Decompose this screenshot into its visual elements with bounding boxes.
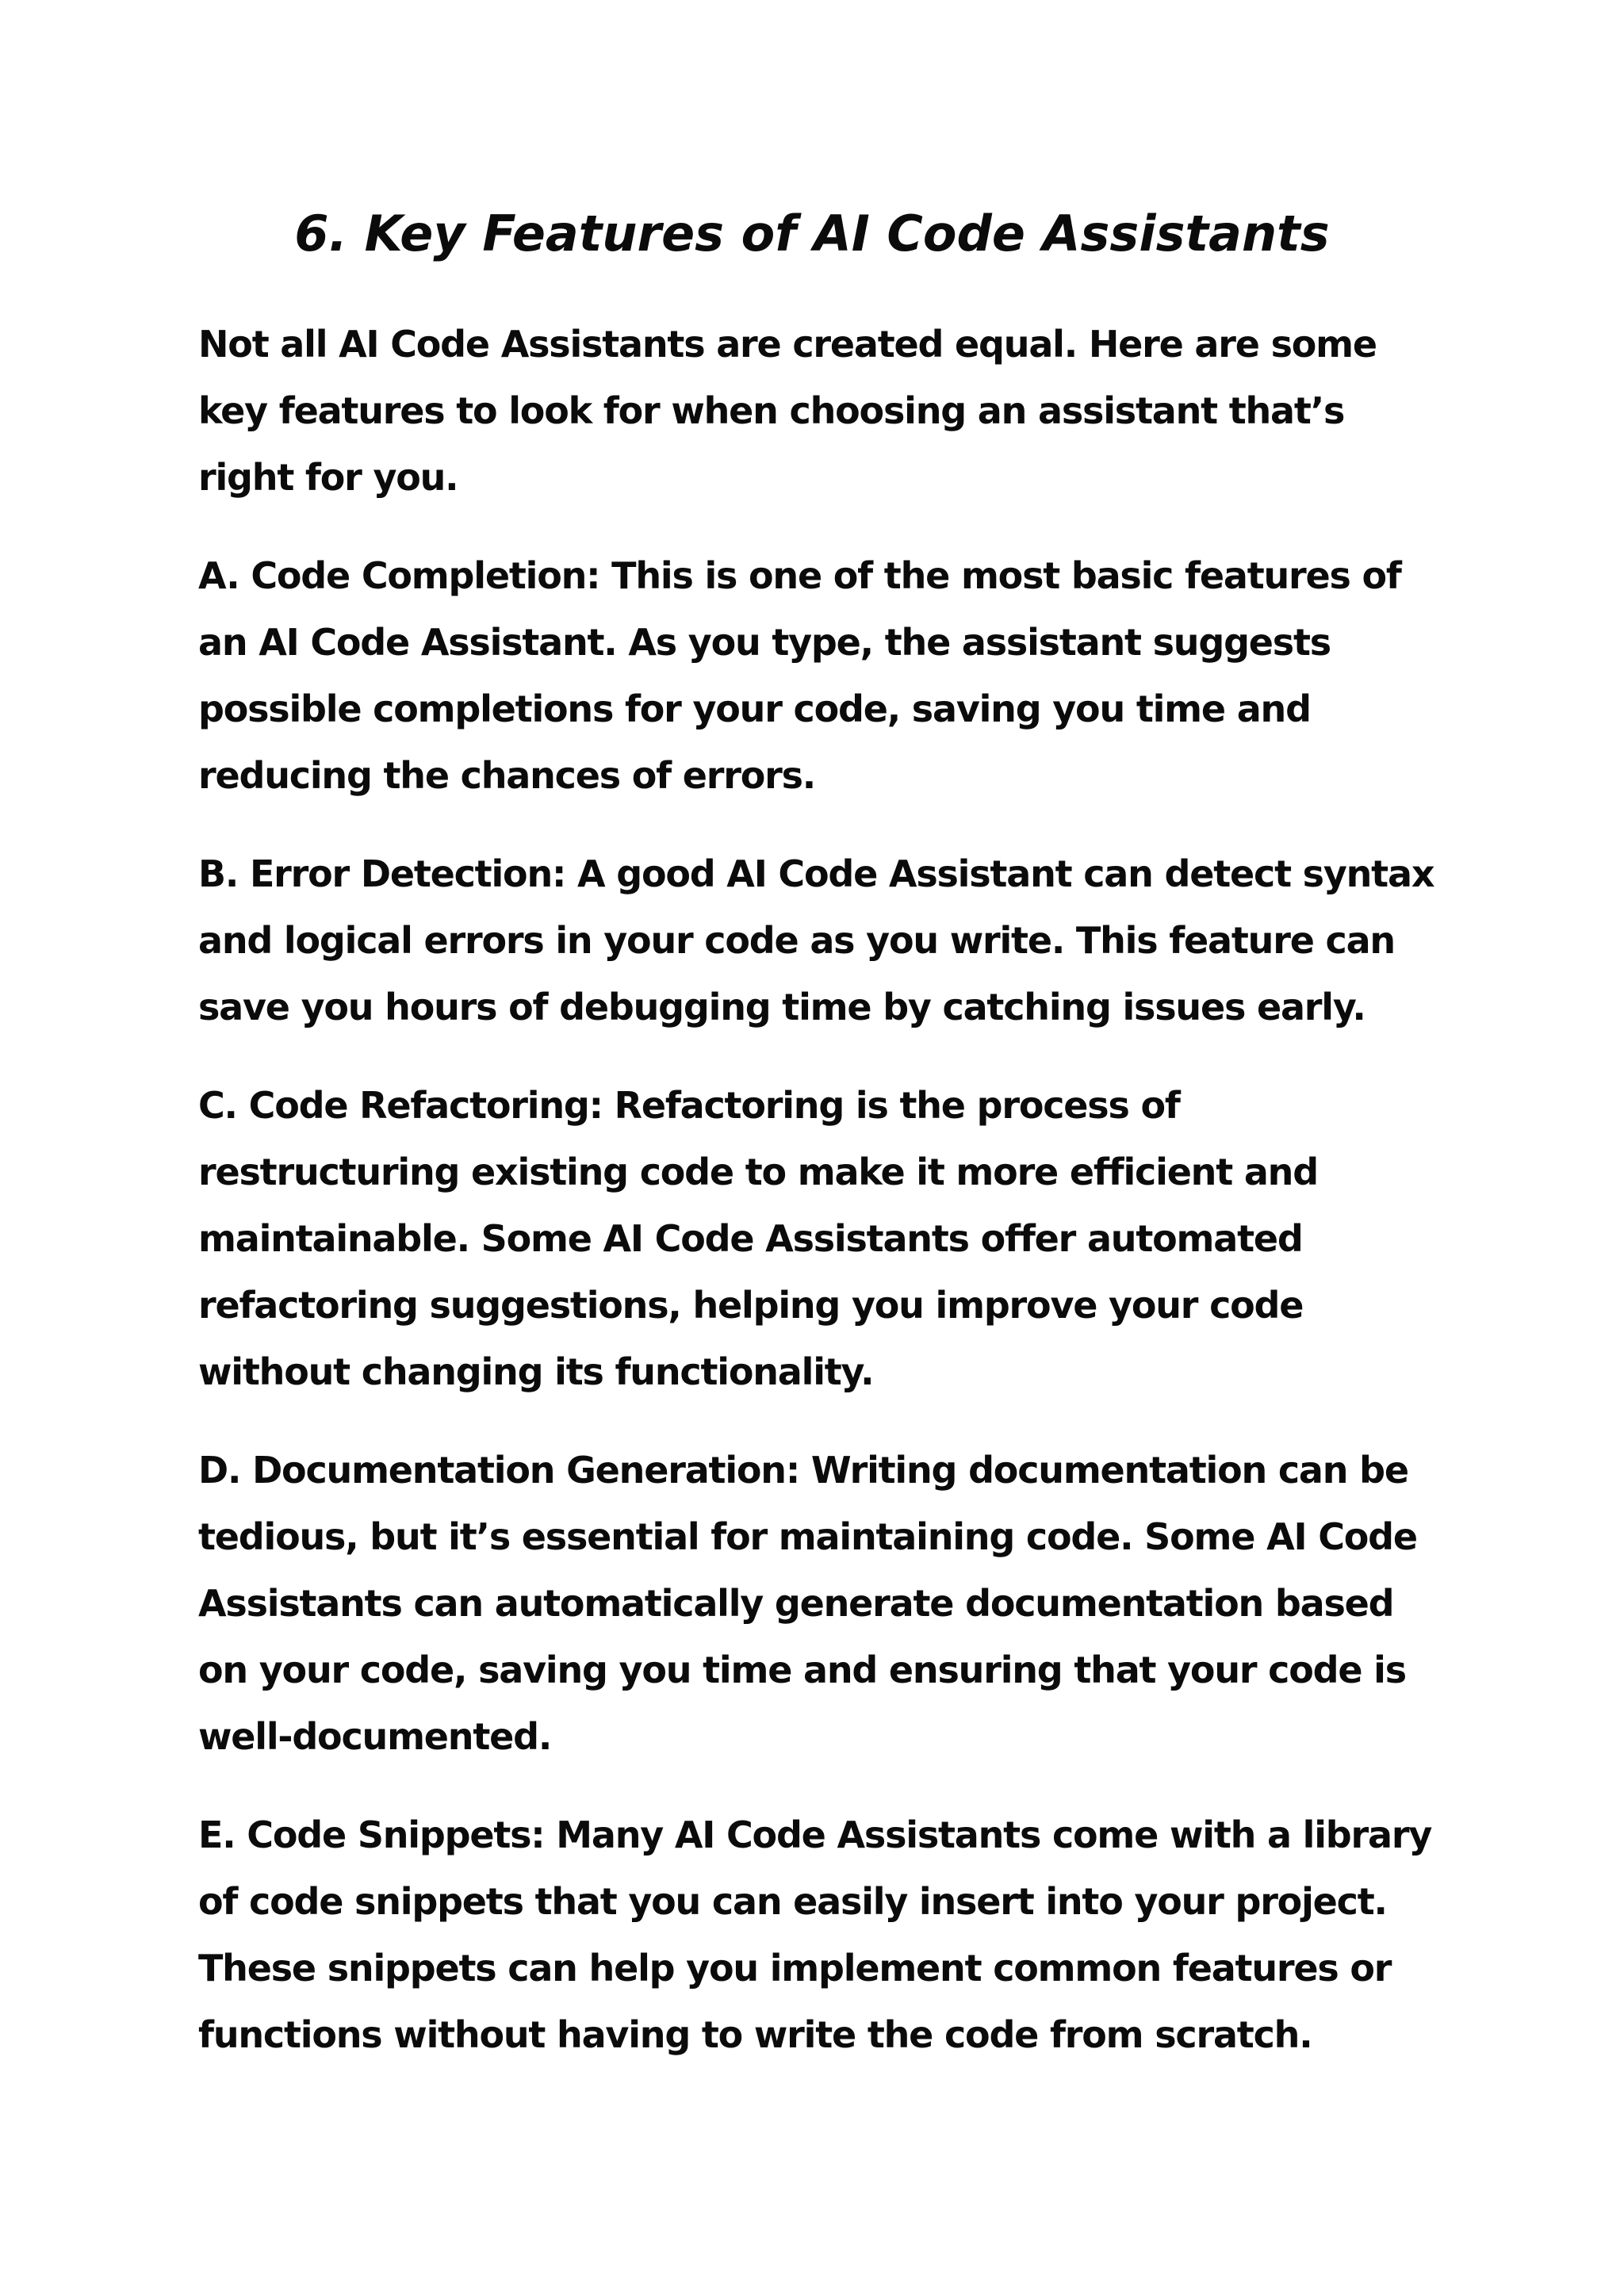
intro-paragraph: Not all AI Code Assistants are created equal. Here are some key features to look for when choosing an assistant that’s right for you. bbox=[198, 323, 1377, 499]
feature-code-completion: A. Code Completion: This is one of the most basic features of an AI Code Assistant. As you type, the assistant suggests possible completions for your code, saving you time and reducing the chances of errors. bbox=[198, 554, 1401, 797]
feature-documentation-generation: D. Documentation Generation: Writing documentation can be tedious, but it’s essential for maintaining code. Some AI Code Assistants can automatically generate documentation based on your code, saving you time and ensuring that your code is well-documented. bbox=[198, 1449, 1417, 1758]
document-body bbox=[198, 311, 1435, 2100]
page-title: 6. Key Features of AI Code Assistants bbox=[294, 205, 1330, 262]
feature-code-refactoring: C. Code Refactoring: Refactoring is the process of restructuring existing code to make it more efficient and maintainable. Some AI Code Assistants offer automated refactoring suggestions, helping you improve your code without changing its functionality. bbox=[198, 1084, 1318, 1393]
feature-error-detection: B. Error Detection: A good AI Code Assistant can detect syntax and logical errors in your code as you write. This feature can save you hours of debugging time by catching issues early. bbox=[198, 852, 1434, 1028]
feature-code-snippets: E. Code Snippets: Many AI Code Assistants come with a library of code snippets that you can easily insert into your project. These snippets can help you implement common features or functions without having to write the code from scratch. bbox=[198, 1813, 1432, 2056]
